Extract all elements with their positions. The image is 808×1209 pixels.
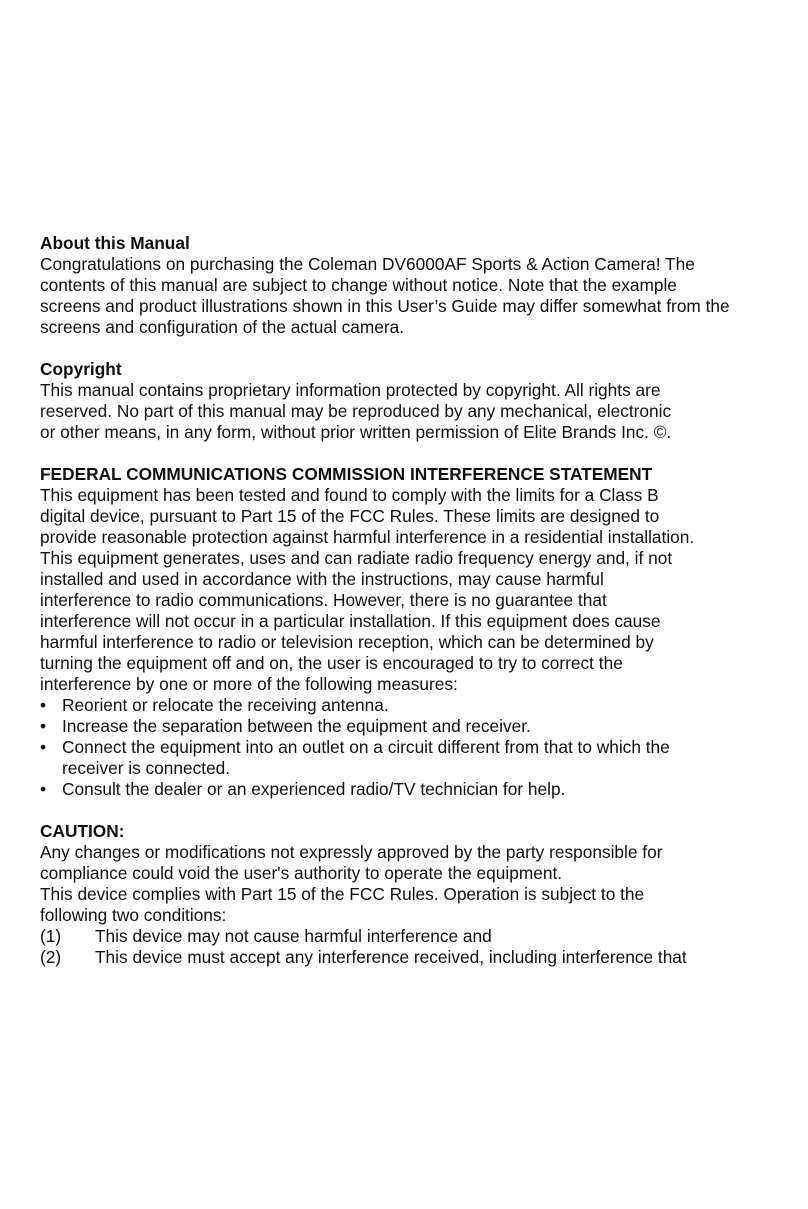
section-gap [40, 800, 788, 821]
list-item [40, 716, 788, 737]
fcc-line: digital device, pursuant to Part 15 of the FCC Rules. These limits are designed to [40, 506, 660, 526]
about-section [40, 233, 788, 338]
about-line: screens and configuration of the actual camera. [40, 317, 405, 337]
bullet-icon: • [40, 695, 47, 715]
list-item-text: Reorient or relocate the receiving antenna. [62, 695, 389, 715]
fcc-line: turning the equipment off and on, the user is encouraged to try to correct the [40, 653, 623, 673]
fcc-paragraph [40, 485, 788, 695]
condition-item [40, 947, 788, 968]
list-item-text: receiver is connected. [62, 758, 231, 778]
condition-text: This device must accept any interference received, including interference that [95, 947, 687, 967]
about-line: Congratulations on purchasing the Coleman DV6000AF Sports & Action Camera! The [40, 254, 695, 274]
condition-text: This device may not cause harmful interference and [95, 926, 492, 946]
about-line: screens and product illustrations shown in this User’s Guide may differ somewhat from the [40, 296, 730, 316]
list-item [40, 737, 788, 779]
copyright-section [40, 359, 788, 443]
fcc-measures-list [40, 695, 788, 800]
fcc-line: interference by one or more of the following measures: [40, 674, 458, 694]
list-item-text: Increase the separation between the equipment and receiver. [62, 716, 531, 736]
list-item-text: Consult the dealer or an experienced radio/TV technician for help. [62, 779, 566, 799]
fcc-line: installed and used in accordance with the instructions, may cause harmful [40, 569, 604, 589]
list-item [40, 695, 788, 716]
caution-line: compliance could void the user's authority to operate the equipment. [40, 863, 563, 883]
condition-number: (2) [40, 947, 62, 967]
copyright-line: or other means, in any form, without prior written permission of Elite Brands Inc. ©. [40, 422, 672, 442]
fcc-line: harmful interference to radio or television reception, which can be determined by [40, 632, 654, 652]
caution-section [40, 821, 788, 968]
caution-line: Any changes or modifications not expressly approved by the party responsible for [40, 842, 663, 862]
condition-number: (1) [40, 926, 62, 946]
caution-line: following two conditions: [40, 905, 227, 925]
manual-page [40, 233, 788, 968]
fcc-line: provide reasonable protection against harmful interference in a residential installation. [40, 527, 695, 547]
fcc-line: interference to radio communications. However, there is no guarantee that [40, 590, 607, 610]
fcc-line: This equipment has been tested and found to comply with the limits for a Class B [40, 485, 659, 505]
section-gap [40, 338, 788, 359]
caution-paragraph [40, 842, 788, 926]
copyright-heading: Copyright [40, 359, 122, 379]
copyright-paragraph [40, 380, 788, 443]
caution-line: This device complies with Part 15 of the FCC Rules. Operation is subject to the [40, 884, 645, 904]
bullet-icon: • [40, 737, 47, 757]
fcc-line: interference will not occur in a particular installation. If this equipment does cause [40, 611, 661, 631]
copyright-line: This manual contains proprietary information protected by copyright. All rights are [40, 380, 661, 400]
list-item [40, 779, 788, 800]
about-heading: About this Manual [40, 233, 190, 253]
section-gap [40, 443, 788, 464]
about-line: contents of this manual are subject to change without notice. Note that the example [40, 275, 677, 295]
copyright-line: reserved. No part of this manual may be reproduced by any mechanical, electronic [40, 401, 672, 421]
caution-heading: CAUTION: [40, 821, 125, 841]
fcc-heading: FEDERAL COMMUNICATIONS COMMISSION INTERFERENCE STATEMENT [40, 464, 653, 484]
fcc-line: This equipment generates, uses and can radiate radio frequency energy and, if not [40, 548, 673, 568]
about-paragraph [40, 254, 788, 338]
bullet-icon: • [40, 779, 47, 799]
list-item-text: Connect the equipment into an outlet on a circuit different from that to which the [62, 737, 670, 757]
bullet-icon: • [40, 716, 47, 736]
conditions-list [40, 926, 788, 968]
fcc-section [40, 464, 788, 800]
condition-item [40, 926, 788, 947]
